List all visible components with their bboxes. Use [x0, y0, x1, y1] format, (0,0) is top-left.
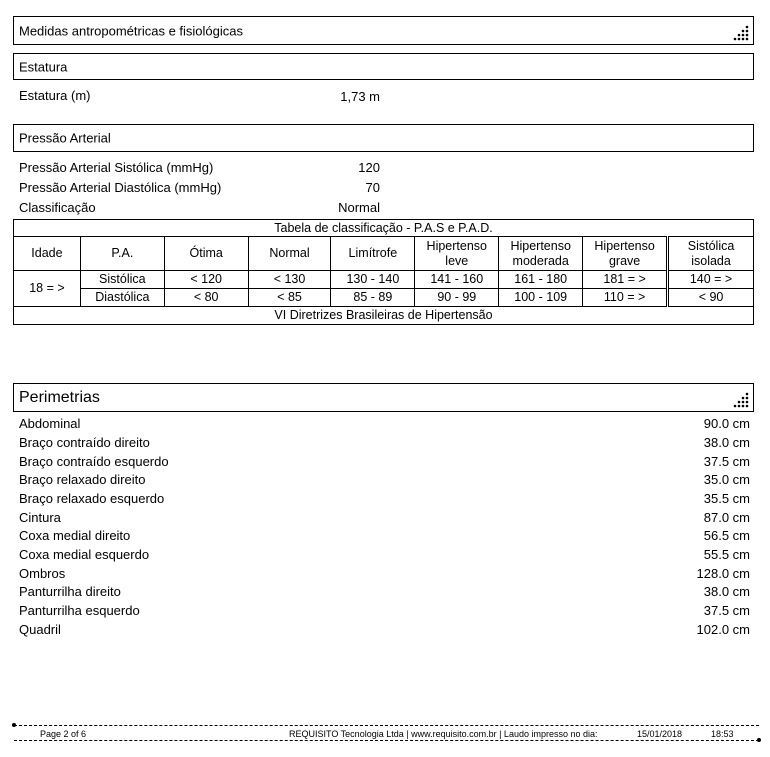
classificacao-label: Classificação [19, 200, 96, 215]
section-pressao [13, 124, 754, 152]
item-value: 90.0 cm [703, 416, 750, 431]
table-cell: 130 - 140 [331, 271, 415, 289]
footer-divider [14, 725, 759, 726]
header-cell: Ótima [164, 237, 248, 271]
page-number: Page 2 of 6 [40, 729, 87, 739]
header-cell: Hipertenso moderada [499, 237, 583, 271]
header-cell: Sistólica isolada [668, 237, 754, 271]
table-cell: < 130 [248, 271, 331, 289]
item-value: 87.0 cm [703, 510, 750, 525]
header-cell: Normal [248, 237, 331, 271]
item-label: Panturrilha esquerdo [19, 603, 140, 618]
pa-cell: Diastólica [80, 289, 164, 307]
page-footer [14, 725, 759, 741]
item-label: Cintura [19, 510, 61, 525]
item-value: 37.5 cm [703, 454, 750, 469]
pad-value: 70 [365, 180, 380, 195]
table-cell: < 120 [164, 271, 248, 289]
classification-table [13, 219, 754, 325]
header-cell: Limítrofe [331, 237, 415, 271]
section-header-medidas [13, 16, 754, 45]
table-cell: 100 - 109 [499, 289, 583, 307]
dot-grid-icon [733, 392, 749, 408]
item-label: Braço relaxado direito [19, 472, 146, 487]
footer-divider [14, 740, 759, 741]
item-label: Panturrilha direito [19, 584, 121, 599]
item-label: Braço relaxado esquerdo [19, 491, 165, 506]
item-value: 37.5 cm [703, 603, 750, 618]
item-label: Ombros [19, 566, 66, 581]
header-cell: Hipertenso grave [583, 237, 668, 271]
table-cell: 181 = > [583, 271, 668, 289]
item-label: Quadril [19, 622, 61, 637]
pa-cell: Sistólica [80, 271, 164, 289]
item-label: Coxa medial esquerdo [19, 547, 150, 562]
estatura-value: 1,73 m [340, 89, 380, 104]
table-cell: < 85 [248, 289, 331, 307]
table-cell: 85 - 89 [331, 289, 415, 307]
footer-time: 18:53 [711, 729, 734, 739]
estatura-label: Estatura (m) [19, 88, 91, 103]
item-label: Abdominal [19, 416, 81, 431]
pas-value: 120 [358, 160, 380, 175]
item-value: 56.5 cm [703, 528, 750, 543]
item-label: Braço contraído esquerdo [19, 454, 169, 469]
classificacao-value: Normal [338, 200, 380, 215]
page-title: Medidas antropométricas e fisiológicas [19, 23, 243, 38]
section-title-perimetrias: Perimetrias [19, 388, 100, 406]
table-title: Tabela de classificação - P.A.S e P.A.D. [14, 220, 754, 237]
item-value: 35.0 cm [703, 472, 750, 487]
section-perimetrias [13, 383, 754, 412]
age-cell: 18 = > [14, 271, 81, 307]
table-cell: < 90 [668, 289, 754, 307]
table-footnote: VI Diretrizes Brasileiras de Hipertensão [14, 307, 754, 325]
table-cell: 141 - 160 [415, 271, 499, 289]
footer-dot [12, 723, 16, 727]
item-value: 128.0 cm [696, 566, 750, 581]
item-value: 55.5 cm [703, 547, 750, 562]
item-value: 38.0 cm [703, 435, 750, 450]
header-cell: P.A. [80, 237, 164, 271]
item-label: Braço contraído direito [19, 435, 150, 450]
pas-label: Pressão Arterial Sistólica (mmHg) [19, 160, 214, 175]
section-title-pressao: Pressão Arterial [19, 130, 111, 146]
footer-company: REQUISITO Tecnologia Ltda | www.requisito.com.br | Laudo impresso no dia: [289, 729, 598, 739]
footer-date: 15/01/2018 [637, 729, 683, 739]
section-title-estatura: Estatura [19, 59, 68, 74]
item-value: 38.0 cm [703, 584, 750, 599]
item-value: 35.5 cm [703, 491, 750, 506]
section-estatura [13, 53, 754, 80]
table-cell: 140 = > [668, 271, 754, 289]
item-label: Coxa medial direito [19, 528, 131, 543]
table-cell: 110 = > [583, 289, 668, 307]
header-cell: Hipertenso leve [415, 237, 499, 271]
dot-grid-icon [733, 25, 749, 41]
table-cell: 161 - 180 [499, 271, 583, 289]
pad-label: Pressão Arterial Diastólica (mmHg) [19, 180, 222, 195]
table-cell: 90 - 99 [415, 289, 499, 307]
header-cell: Idade [14, 237, 81, 271]
table-cell: < 80 [164, 289, 248, 307]
footer-dot [757, 738, 761, 742]
item-value: 102.0 cm [696, 622, 750, 637]
